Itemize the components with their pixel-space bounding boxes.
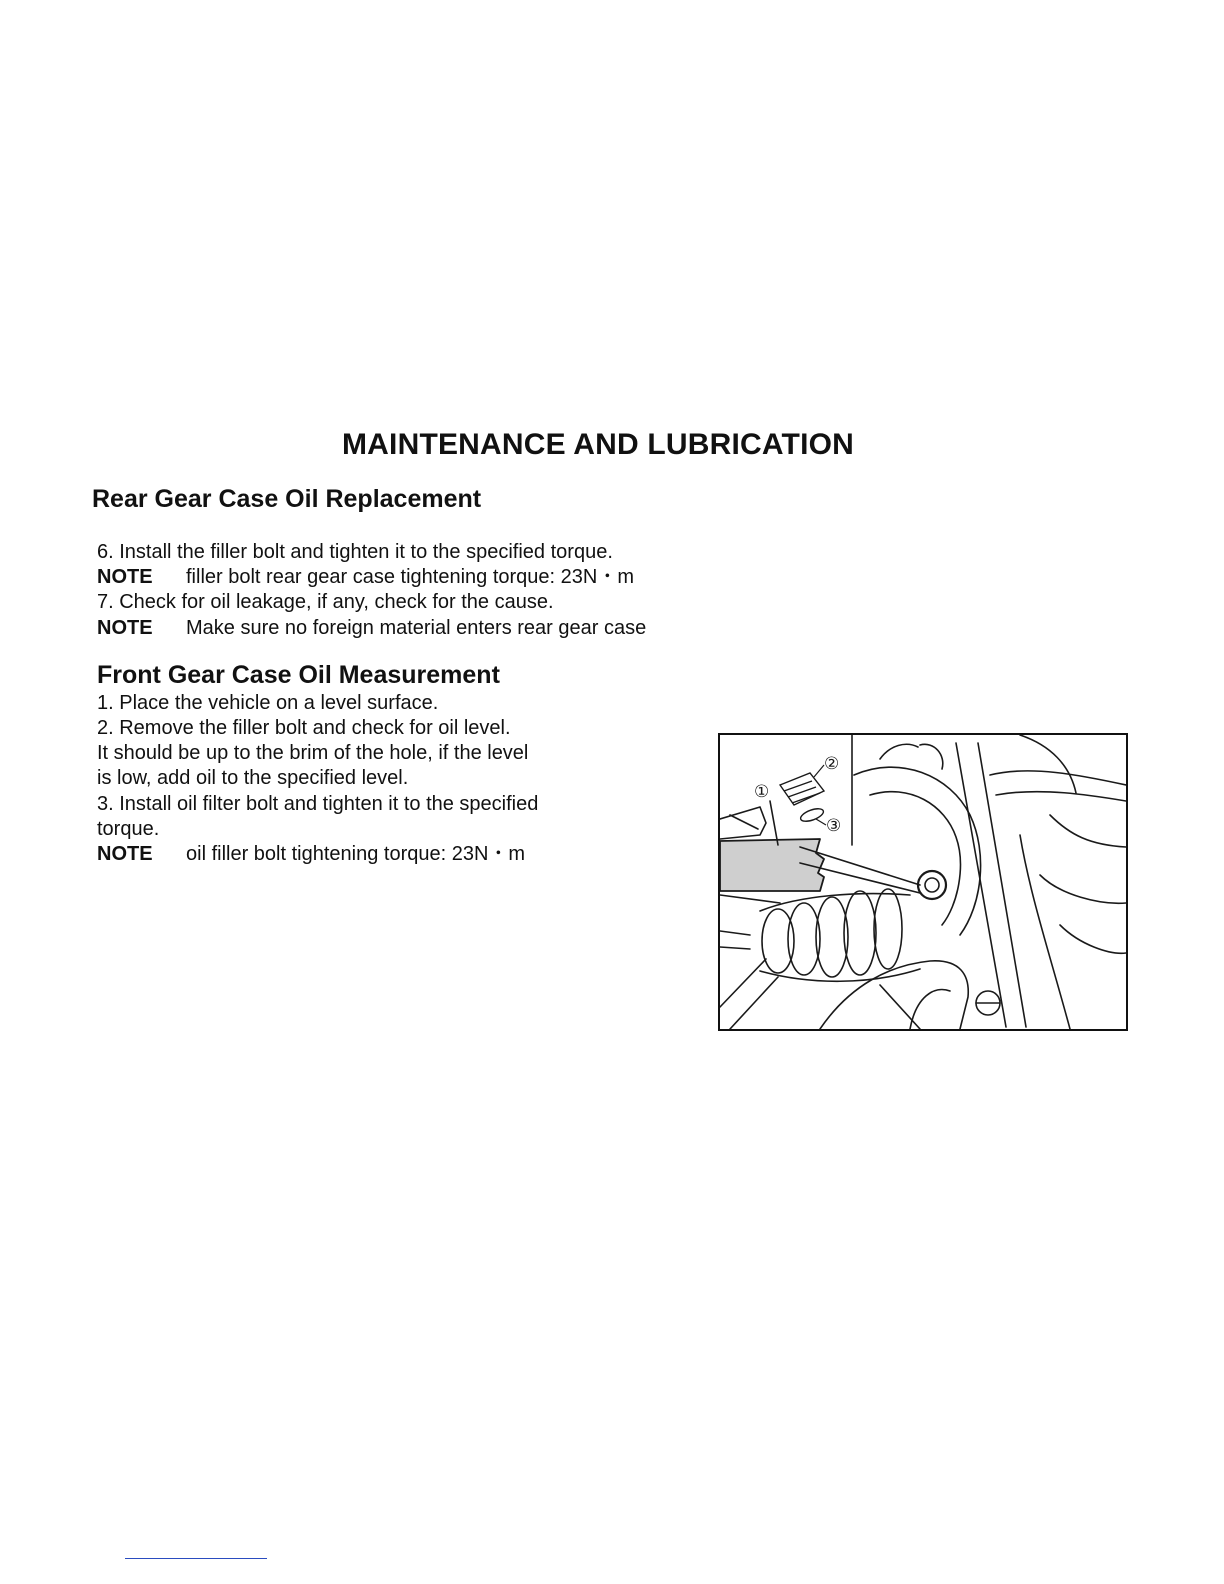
callout-3: ③ xyxy=(826,816,842,836)
note-label: NOTE xyxy=(97,566,153,588)
note-text: filler bolt rear gear case tightening torque: 23N・m xyxy=(186,566,635,588)
gear-case-drawing xyxy=(720,735,1126,1029)
front-note xyxy=(97,842,525,867)
note-label: NOTE xyxy=(97,843,153,865)
front-step-2-cont-2: is low, add oil to the specified level. xyxy=(97,767,409,789)
page-title: MAINTENANCE AND LUBRICATION xyxy=(341,428,855,461)
front-step-3-cont: torque. xyxy=(97,818,160,840)
note-text: Make sure no foreign material enters rear gear case xyxy=(186,617,647,639)
front-step-2: 2. Remove the filler bolt and check for oil level. xyxy=(97,717,511,739)
rear-note-1 xyxy=(97,565,634,590)
rear-gear-case-heading: Rear Gear Case Oil Replacement xyxy=(92,485,482,513)
callout-1: ① xyxy=(754,782,770,802)
callout-2: ② xyxy=(824,754,840,774)
rear-note-2 xyxy=(97,616,646,641)
rear-step-6: 6. Install the filler bolt and tighten it to the specified torque. xyxy=(97,541,613,563)
front-gear-case-heading: Front Gear Case Oil Measurement xyxy=(97,661,500,689)
note-label: NOTE xyxy=(97,617,153,639)
front-step-1: 1. Place the vehicle on a level surface. xyxy=(97,692,439,714)
filler-bolt-illustration xyxy=(718,733,1128,1031)
footer-rule xyxy=(125,1558,267,1559)
note-text: oil filler bolt tightening torque: 23N・m xyxy=(186,843,526,865)
front-step-3: 3. Install oil filter bolt and tighten it to the specified xyxy=(97,793,539,815)
rear-step-7: 7. Check for oil leakage, if any, check for the cause. xyxy=(97,591,554,613)
front-step-2-cont-1: It should be up to the brim of the hole, if the level xyxy=(97,742,529,764)
